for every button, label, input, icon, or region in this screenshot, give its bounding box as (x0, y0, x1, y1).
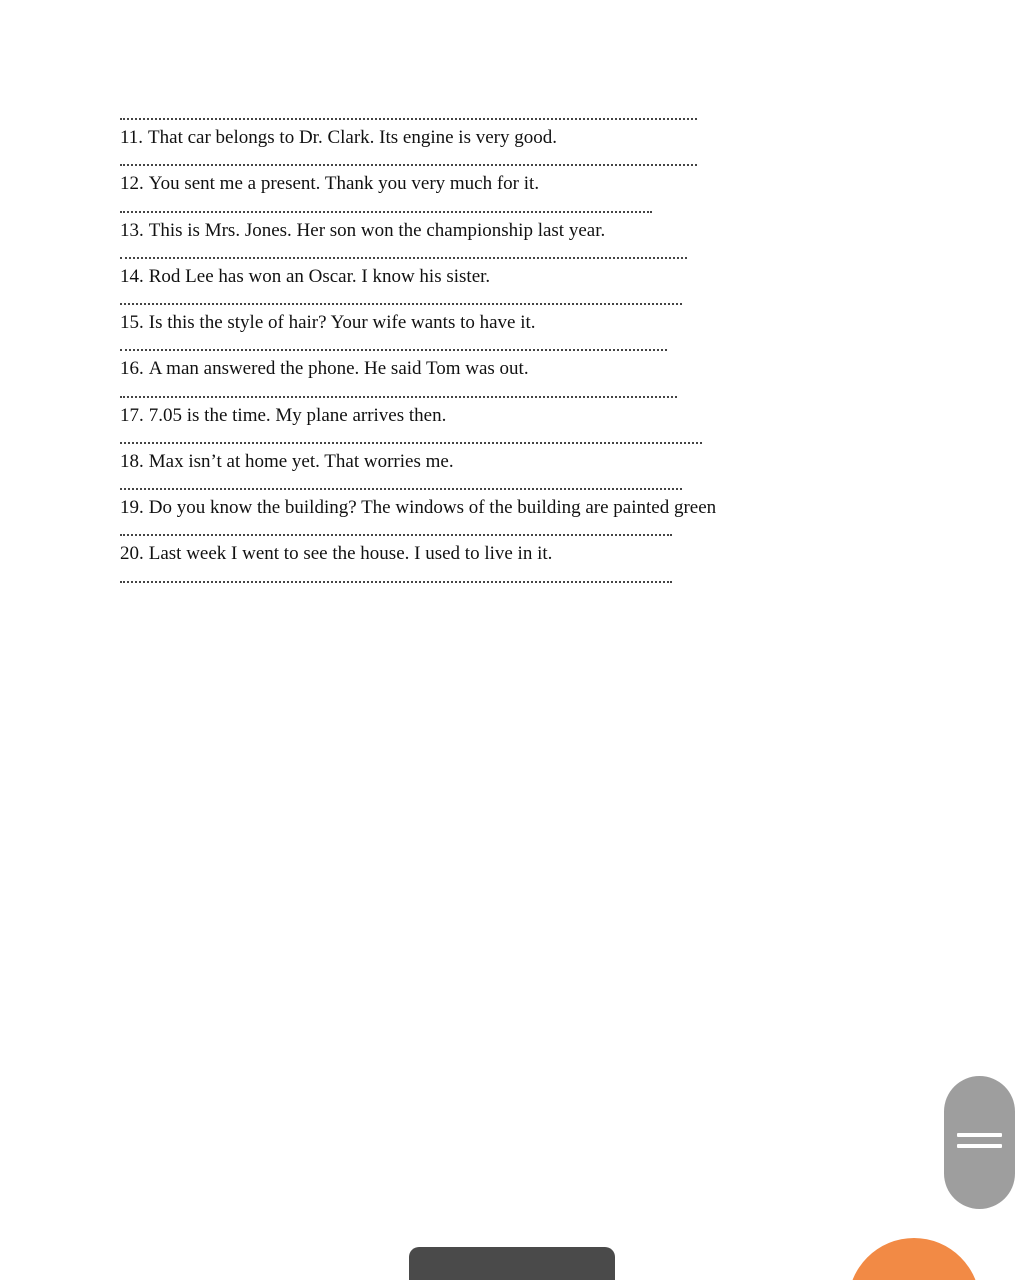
answer-line (120, 581, 672, 583)
bottom-toolbar-tab[interactable] (409, 1247, 615, 1280)
question-17: 17. 7.05 is the time. My plane arrives then. (120, 405, 447, 426)
question-12: 12. You sent me a present. Thank you very much for it. (120, 173, 540, 194)
answer-line (120, 118, 697, 120)
question-19: 19. Do you know the building? The windows of the building are painted green (120, 497, 717, 518)
question-15: 15. Is this the style of hair? Your wife wants to have it. (120, 312, 536, 333)
question-11: 11. That car belongs to Dr. Clark. Its engine is very good. (120, 127, 557, 148)
answer-line (120, 211, 652, 213)
answer-line (120, 396, 677, 398)
answer-line (120, 349, 667, 351)
drag-handle-icon (957, 1133, 1002, 1137)
scroll-handle[interactable] (944, 1076, 1015, 1209)
floating-action-button[interactable] (848, 1238, 980, 1280)
question-18: 18. Max isn’t at home yet. That worries me. (120, 451, 454, 472)
answer-line (120, 442, 702, 444)
answer-line (120, 303, 682, 305)
answer-line (120, 534, 672, 536)
question-14: 14. Rod Lee has won an Oscar. I know his sister. (120, 266, 491, 287)
answer-line (120, 488, 682, 490)
answer-line (120, 257, 687, 259)
drag-handle-icon-line (957, 1144, 1002, 1148)
question-13: 13. This is Mrs. Jones. Her son won the championship last year. (120, 220, 606, 241)
answer-line (120, 164, 697, 166)
question-16: 16. A man answered the phone. He said Tom was out. (120, 358, 529, 379)
question-20: 20. Last week I went to see the house. I used to live in it. (120, 543, 553, 564)
